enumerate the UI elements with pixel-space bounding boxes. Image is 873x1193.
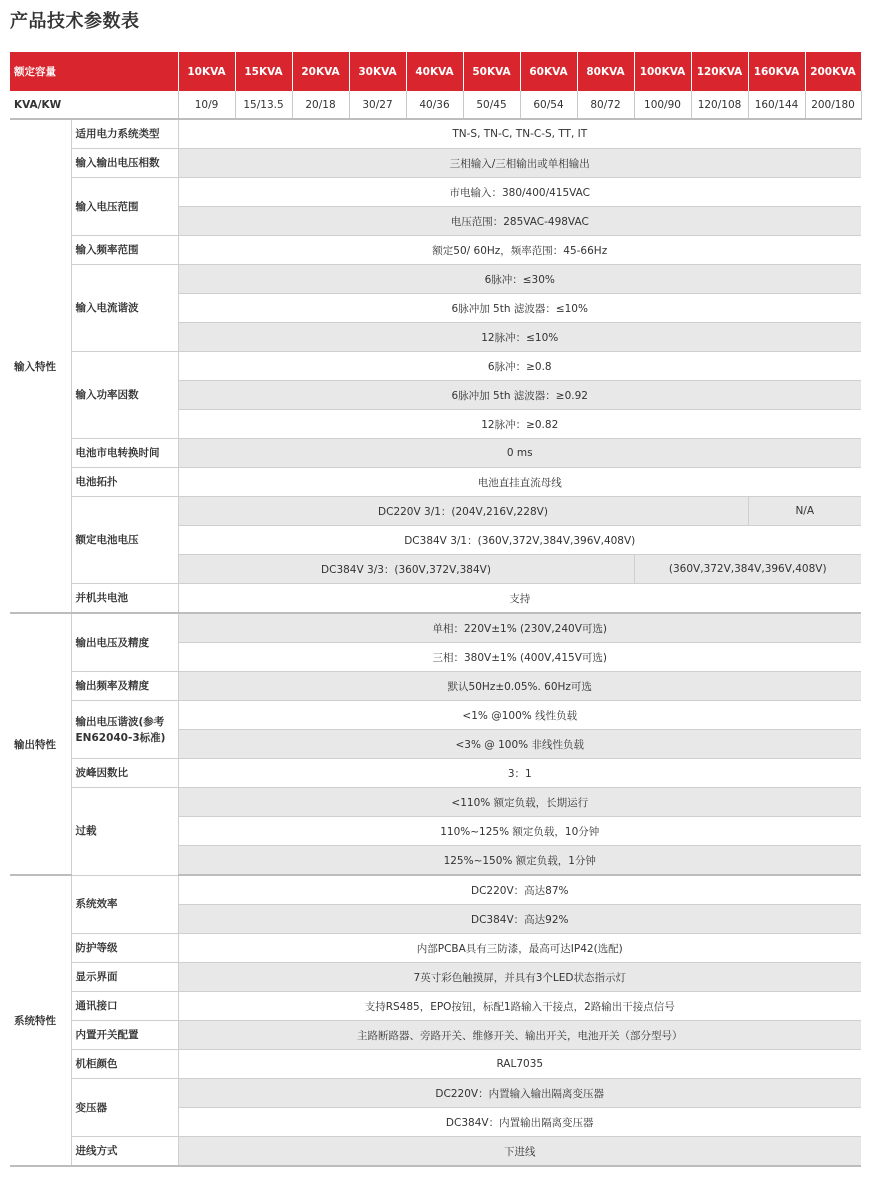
table-row xyxy=(10,468,861,497)
param-label: 适用电力系统类型 xyxy=(71,119,178,149)
param-value: 单相：220V±1% (230V,240V可选) xyxy=(178,613,861,643)
table-row xyxy=(10,1137,861,1167)
param-label: 输出电压及精度 xyxy=(71,613,178,672)
param-label: 内置开关配置 xyxy=(71,1021,178,1050)
category-output: 输出特性 xyxy=(10,613,71,875)
param-value: 支持 xyxy=(178,584,861,614)
table-row xyxy=(10,701,861,730)
param-value: 下进线 xyxy=(178,1137,861,1167)
param-value: 7英寸彩色触摸屏，并具有3个LED状态指示灯 xyxy=(178,963,861,992)
param-label: 输入电流谐波 xyxy=(71,265,178,352)
kva-kw-cell: 80/72 xyxy=(577,91,634,119)
param-value: DC384V：高达92% xyxy=(178,905,861,934)
param-label: 通讯接口 xyxy=(71,992,178,1021)
capacity-header: 50KVA xyxy=(463,52,520,91)
table-row xyxy=(10,934,861,963)
param-value: TN-S, TN-C, TN-C-S, TT, IT xyxy=(178,119,861,149)
param-value: 内部PCBA具有三防漆，最高可达IP42(选配) xyxy=(178,934,861,963)
kva-kw-cell: 60/54 xyxy=(520,91,577,119)
capacity-header: 30KVA xyxy=(349,52,406,91)
param-value: (360V,372V,384V,396V,408V) xyxy=(634,555,861,584)
param-value: RAL7035 xyxy=(178,1050,861,1079)
param-value: DC384V 3/1：(360V,372V,384V,396V,408V) xyxy=(178,526,861,555)
kva-kw-cell: 10/9 xyxy=(178,91,235,119)
spec-table xyxy=(10,52,862,1167)
param-value: 三相：380V±1% (400V,415V可选) xyxy=(178,643,861,672)
kva-kw-cell: 50/45 xyxy=(463,91,520,119)
param-value: N/A xyxy=(748,497,861,526)
param-label: 过载 xyxy=(71,788,178,876)
table-row xyxy=(10,178,861,207)
param-value: <1% @100% 线性负载 xyxy=(178,701,861,730)
param-value: <110% 额定负载，长期运行 xyxy=(178,788,861,817)
capacity-header: 100KVA xyxy=(634,52,691,91)
param-label: 变压器 xyxy=(71,1079,178,1137)
param-value: 110%~125% 额定负载，10分钟 xyxy=(178,817,861,846)
param-value: 市电输入：380/400/415VAC xyxy=(178,178,861,207)
param-value: 3：1 xyxy=(178,759,861,788)
param-label: 输入功率因数 xyxy=(71,352,178,439)
param-value: DC220V：内置输入输出隔离变压器 xyxy=(178,1079,861,1108)
param-value: 主路断路器、旁路开关、维修开关、输出开关，电池开关（部分型号） xyxy=(178,1021,861,1050)
param-value: 12脉冲：≤10% xyxy=(178,323,861,352)
table-row xyxy=(10,149,861,178)
kva-kw-cell: 30/27 xyxy=(349,91,406,119)
kva-kw-cell: 20/18 xyxy=(292,91,349,119)
param-value: 电池直挂直流母线 xyxy=(178,468,861,497)
capacity-header: 80KVA xyxy=(577,52,634,91)
param-label: 输入频率范围 xyxy=(71,236,178,265)
capacity-header: 120KVA xyxy=(691,52,748,91)
header-row xyxy=(10,52,861,91)
kva-kw-cell: 40/36 xyxy=(406,91,463,119)
kva-kw-cell: 100/90 xyxy=(634,91,691,119)
capacity-header: 20KVA xyxy=(292,52,349,91)
table-row xyxy=(10,613,861,643)
param-value: 电压范围：285VAC-498VAC xyxy=(178,207,861,236)
kva-kw-cell: 200/180 xyxy=(805,91,861,119)
param-label: 输出频率及精度 xyxy=(71,672,178,701)
param-value: 三相输入/三相输出或单相输出 xyxy=(178,149,861,178)
param-value: DC384V：内置输出隔离变压器 xyxy=(178,1108,861,1137)
param-value: 默认50Hz±0.05%. 60Hz可选 xyxy=(178,672,861,701)
param-label: 显示界面 xyxy=(71,963,178,992)
param-value: <3% @ 100% 非线性负载 xyxy=(178,730,861,759)
param-label: 输出电压谐波(参考EN62040-3标准) xyxy=(71,701,178,759)
param-label: 额定电池电压 xyxy=(71,497,178,584)
param-value: 12脉冲：≥0.82 xyxy=(178,410,861,439)
table-row xyxy=(10,875,861,905)
capacity-header: 15KVA xyxy=(235,52,292,91)
table-row xyxy=(10,236,861,265)
kva-kw-label: KVA/KW xyxy=(10,91,178,119)
table-row xyxy=(10,584,861,614)
table-row xyxy=(10,1050,861,1079)
param-label: 输入输出电压相数 xyxy=(71,149,178,178)
param-label: 输入电压范围 xyxy=(71,178,178,236)
param-value: 额定50/ 60Hz，频率范围：45-66Hz xyxy=(178,236,861,265)
header-label: 额定容量 xyxy=(10,52,178,91)
category-system: 系统特性 xyxy=(10,875,71,1166)
param-value: DC220V 3/1：(204V,216V,228V) xyxy=(178,497,748,526)
param-value: 6脉冲：≥0.8 xyxy=(178,352,861,381)
table-row xyxy=(10,352,861,381)
param-value: DC384V 3/3：(360V,372V,384V) xyxy=(178,555,634,584)
table-row xyxy=(10,963,861,992)
param-value: 6脉冲加 5th 滤波器：≤10% xyxy=(178,294,861,323)
table-row xyxy=(10,265,861,294)
capacity-header: 40KVA xyxy=(406,52,463,91)
param-label: 电池市电转换时间 xyxy=(71,439,178,468)
capacity-header: 160KVA xyxy=(748,52,805,91)
param-label: 进线方式 xyxy=(71,1137,178,1167)
param-label: 电池拓扑 xyxy=(71,468,178,497)
param-value: DC220V：高达87% xyxy=(178,875,861,905)
table-row xyxy=(10,672,861,701)
table-row xyxy=(10,992,861,1021)
param-label: 并机共电池 xyxy=(71,584,178,614)
param-label: 防护等级 xyxy=(71,934,178,963)
param-label: 机柜颜色 xyxy=(71,1050,178,1079)
table-row xyxy=(10,788,861,817)
kva-kw-row xyxy=(10,91,861,119)
capacity-header: 60KVA xyxy=(520,52,577,91)
param-value: 6脉冲加 5th 滤波器：≥0.92 xyxy=(178,381,861,410)
page-title: 产品技术参数表 xyxy=(10,11,140,32)
table-row xyxy=(10,497,861,526)
param-value: 125%~150% 额定负载，1分钟 xyxy=(178,846,861,876)
capacity-header: 10KVA xyxy=(178,52,235,91)
kva-kw-cell: 160/144 xyxy=(748,91,805,119)
param-value: 6脉冲：≤30% xyxy=(178,265,861,294)
table-row xyxy=(10,1021,861,1050)
table-row xyxy=(10,119,861,149)
param-value: 支持RS485，EPO按钮，标配1路输入干接点，2路输出干接点信号 xyxy=(178,992,861,1021)
kva-kw-cell: 15/13.5 xyxy=(235,91,292,119)
table-row xyxy=(10,1079,861,1108)
category-input: 输入特性 xyxy=(10,119,71,613)
capacity-header: 200KVA xyxy=(805,52,861,91)
param-label: 波峰因数比 xyxy=(71,759,178,788)
param-label: 系统效率 xyxy=(71,875,178,934)
param-value: 0 ms xyxy=(178,439,861,468)
table-row xyxy=(10,439,861,468)
kva-kw-cell: 120/108 xyxy=(691,91,748,119)
table-row xyxy=(10,759,861,788)
